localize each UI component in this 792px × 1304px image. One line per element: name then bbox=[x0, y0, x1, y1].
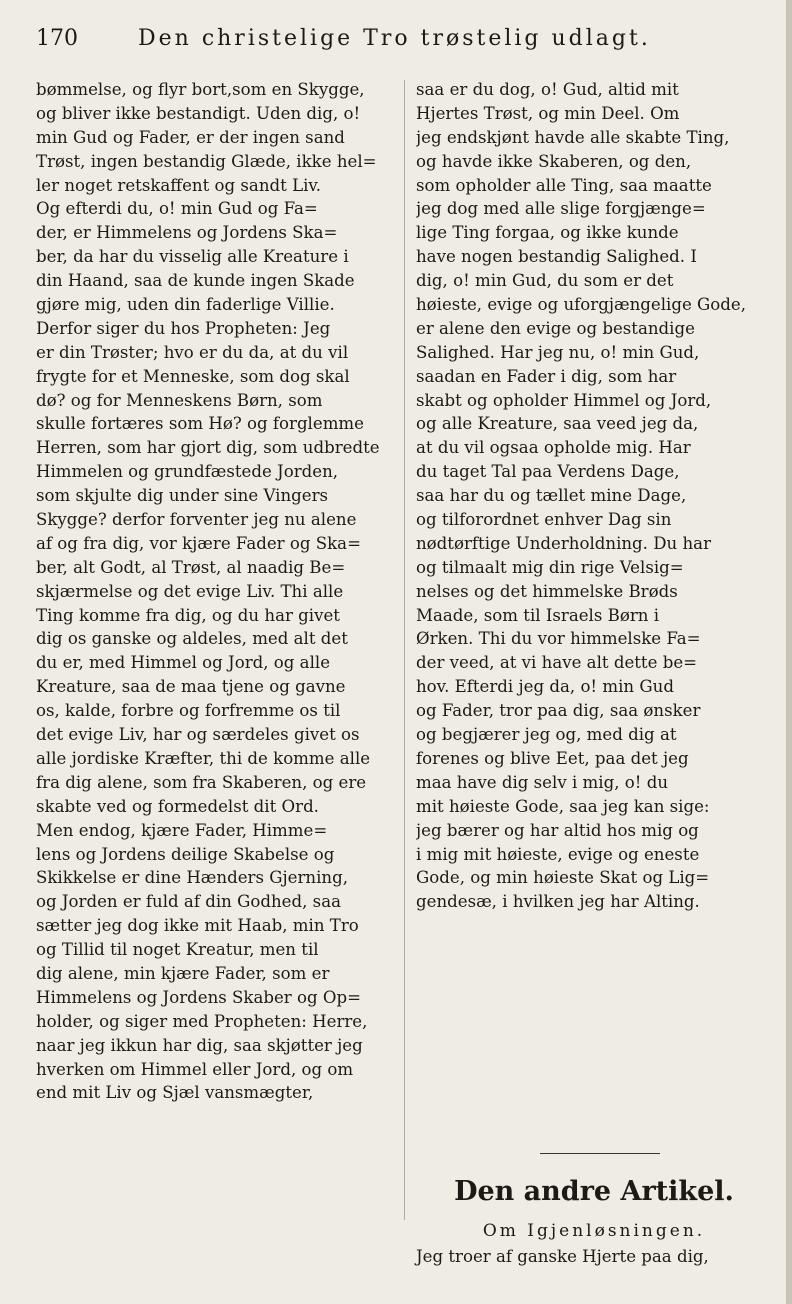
text-line: og Jorden er fuld af din Godhed, saa bbox=[36, 892, 341, 912]
text-line: Derfor siger du hos Propheten: Jeg bbox=[36, 318, 331, 338]
text-line: dig, o! min Gud, du som er det bbox=[416, 271, 674, 291]
text-line: og havde ikke Skaberen, og den, bbox=[416, 151, 692, 171]
text-line: der, er Himmelens og Jordens Ska= bbox=[36, 223, 338, 243]
text-line: gjøre mig, uden din faderlige Villie. bbox=[36, 295, 335, 315]
text-line: og Tillid til noget Kreatur, men til bbox=[36, 940, 319, 960]
right-text-column bbox=[416, 78, 772, 914]
text-line: og Fader, tror paa dig, saa ønsker bbox=[416, 701, 701, 721]
text-line: saa har du og tællet mine Dage, bbox=[416, 486, 687, 506]
page-header bbox=[36, 22, 756, 62]
text-line: os, kalde, forbre og forfremme os til bbox=[36, 701, 341, 721]
text-line: mit høieste Gode, saa jeg kan sige: bbox=[416, 796, 710, 816]
text-line: er alene den evige og bestandige bbox=[416, 318, 695, 338]
text-line: end mit Liv og Sjæl vansmægter, bbox=[36, 1083, 314, 1103]
text-line: naar jeg ikkun har dig, saa skjøtter jeg bbox=[36, 1035, 363, 1055]
text-line: sætter jeg dog ikke mit Haab, min Tro bbox=[36, 916, 359, 936]
text-line: skjærmelse og det evige Liv. Thi alle bbox=[36, 581, 344, 601]
text-line: du taget Tal paa Verdens Dage, bbox=[416, 462, 680, 482]
text-line: saa er du dog, o! Gud, altid mit bbox=[416, 80, 679, 99]
text-line: i mig mit høieste, evige og eneste bbox=[416, 844, 700, 864]
text-line: jeg bærer og har altid hos mig og bbox=[416, 820, 699, 840]
text-line: nelses og det himmelske Brøds bbox=[416, 581, 678, 601]
text-line: jeg dog med alle slige forgjænge= bbox=[416, 199, 706, 219]
text-line: forenes og blive Eet, paa det jeg bbox=[416, 748, 689, 768]
text-line: gendesæ, i hvilken jeg har Alting. bbox=[416, 892, 700, 912]
text-line: Hjertes Trøst, og min Deel. Om bbox=[416, 103, 680, 123]
text-line: Salighed. Har jeg nu, o! min Gud, bbox=[416, 342, 700, 362]
text-line: er din Trøster; hvo er du da, at du vil bbox=[36, 342, 349, 362]
text-line: der veed, at vi have alt dette be= bbox=[416, 653, 698, 673]
text-line: og bliver ikke bestandigt. Uden dig, o! bbox=[36, 103, 361, 123]
text-line: lens og Jordens deilige Skabelse og bbox=[36, 844, 335, 864]
text-line: Maade, som til Israels Børn i bbox=[416, 605, 660, 625]
text-line: saadan en Fader i dig, som har bbox=[416, 366, 677, 386]
section-subtitle: Om Igjenløsningen. bbox=[482, 1221, 706, 1241]
text-line: bømmelse, og flyr bort,som en Skygge, bbox=[36, 80, 365, 99]
text-line: alle jordiske Kræfter, thi de komme alle bbox=[36, 748, 371, 768]
text-line: Himmelen og grundfæstede Jorden, bbox=[36, 462, 339, 482]
text-line: Ting komme fra dig, og du har givet bbox=[36, 605, 340, 625]
text-line: høieste, evige og uforgjængelige Gode, bbox=[416, 295, 747, 315]
text-line: og alle Kreature, saa veed jeg da, bbox=[416, 414, 699, 434]
text-line: nødtørftige Underholdning. Du har bbox=[416, 533, 712, 553]
text-line: og tilforordnet enhver Dag sin bbox=[416, 510, 672, 530]
text-line: Ørken. Thi du vor himmelske Fa= bbox=[416, 629, 701, 649]
text-line: af og fra dig, vor kjære Fader og Ska= bbox=[36, 533, 361, 553]
section-separator-rule bbox=[540, 1153, 660, 1154]
text-line: ler noget retskaffent og sandt Liv. bbox=[36, 175, 322, 195]
text-line: Himmelens og Jordens Skaber og Op= bbox=[36, 987, 362, 1007]
text-line: Herren, som har gjort dig, som udbredte bbox=[36, 438, 380, 458]
text-line: Skygge? derfor forventer jeg nu alene bbox=[36, 510, 357, 530]
text-line: Trøst, ingen bestandig Glæde, ikke hel= bbox=[36, 151, 377, 171]
text-line: fra dig alene, som fra Skaberen, og ere bbox=[36, 772, 367, 792]
text-line: som skjulte dig under sine Vingers bbox=[36, 486, 329, 506]
section-first-line: Jeg troer af ganske Hjerte paa dig, bbox=[416, 1247, 709, 1266]
text-line: du er, med Himmel og Jord, og alle bbox=[36, 653, 331, 673]
text-line: maa have dig selv i mig, o! du bbox=[416, 772, 669, 792]
text-line: skabte ved og formedelst dit Ord. bbox=[36, 796, 319, 816]
text-line: skulle fortæres som Hø? og forglemme bbox=[36, 414, 364, 434]
text-line: det evige Liv, har og særdeles givet os bbox=[36, 725, 360, 745]
text-line: og begjærer jeg og, med dig at bbox=[416, 725, 677, 745]
text-line: Skikkelse er dine Hænders Gjerning, bbox=[36, 868, 348, 888]
text-line: dig os ganske og aldeles, med alt det bbox=[36, 629, 348, 649]
text-line: som opholder alle Ting, saa maatte bbox=[416, 175, 712, 195]
text-line: skabt og opholder Himmel og Jord, bbox=[416, 390, 712, 410]
text-line: hov. Efterdi jeg da, o! min Gud bbox=[416, 677, 674, 697]
text-line: Kreature, saa de maa tjene og gavne bbox=[36, 677, 346, 697]
text-line: ber, alt Godt, al Trøst, al naadig Be= bbox=[36, 557, 346, 577]
text-line: hverken om Himmel eller Jord, og om bbox=[36, 1059, 354, 1079]
text-line: holder, og siger med Propheten: Herre, bbox=[36, 1011, 368, 1031]
page-number: 170 bbox=[36, 26, 78, 51]
text-line: og tilmaalt mig din rige Velsig= bbox=[416, 557, 684, 577]
left-text-column bbox=[36, 78, 396, 1105]
text-line: din Haand, saa de kunde ingen Skade bbox=[36, 271, 355, 291]
text-line: lige Ting forgaa, og ikke kunde bbox=[416, 223, 679, 243]
text-line: jeg endskjønt havde alle skabte Ting, bbox=[416, 127, 730, 147]
column-divider bbox=[404, 80, 405, 1220]
running-title: Den christelige Tro trøstelig udlagt. bbox=[138, 26, 651, 51]
text-line: Men endog, kjære Fader, Himme= bbox=[36, 820, 328, 840]
text-line: Og efterdi du, o! min Gud og Fa= bbox=[36, 199, 318, 219]
text-line: dig alene, min kjære Fader, som er bbox=[36, 963, 330, 983]
page-edge-shadow bbox=[786, 0, 792, 1304]
text-line: ber, da har du visselig alle Kreature i bbox=[36, 247, 349, 267]
text-line: at du vil ogsaa opholde mig. Har bbox=[416, 438, 691, 458]
text-line: have nogen bestandig Salighed. I bbox=[416, 247, 697, 267]
section-title: Den andre Artikel. bbox=[454, 1176, 734, 1207]
text-line: Gode, og min høieste Skat og Lig= bbox=[416, 868, 710, 888]
text-line: min Gud og Fader, er der ingen sand bbox=[36, 127, 345, 147]
text-line: dø? og for Menneskens Børn, som bbox=[36, 390, 323, 410]
text-line: frygte for et Menneske, som dog skal bbox=[36, 366, 350, 386]
